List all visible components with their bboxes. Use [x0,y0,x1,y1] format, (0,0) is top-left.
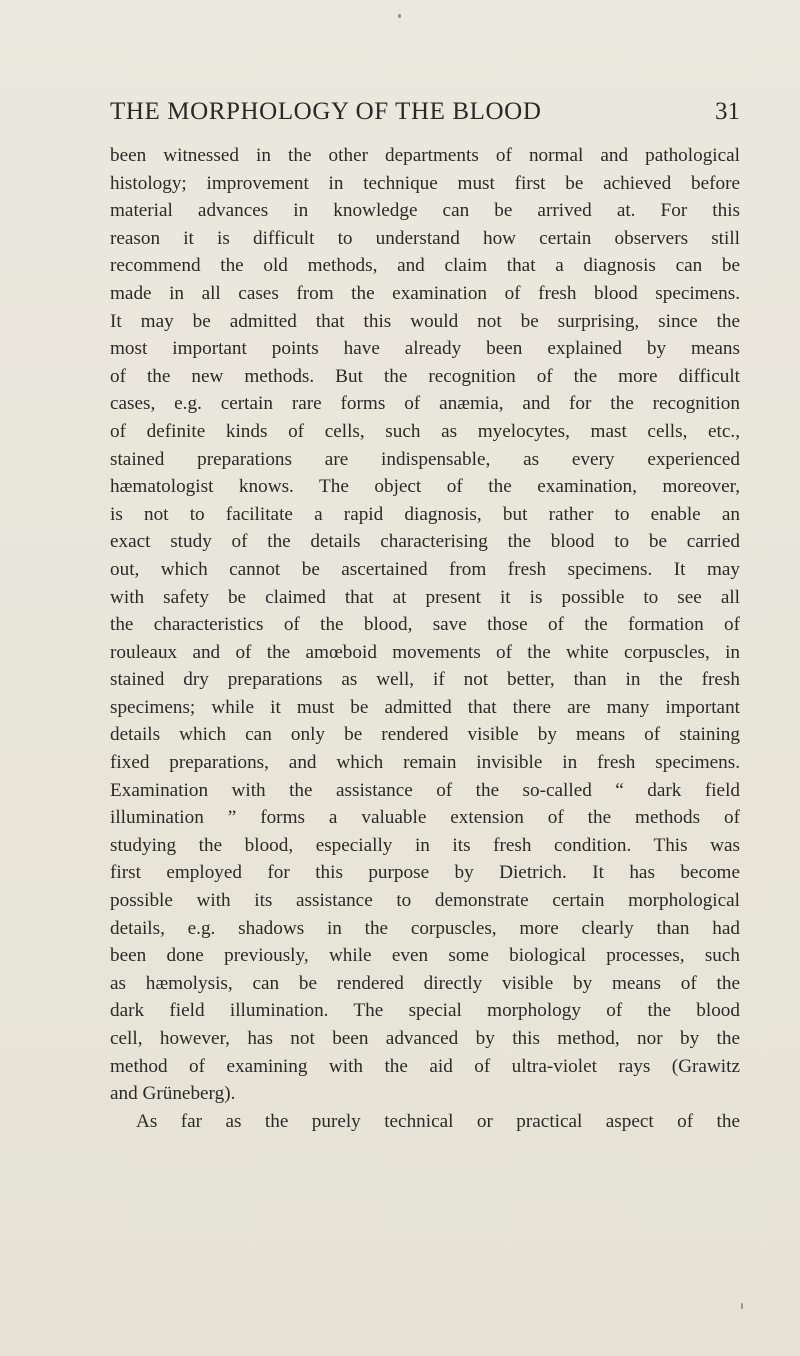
text-line: hæmatologist knows. The object of the examination, moreover, [110,476,740,498]
text-line: rouleaux and of the amœboid movements of the white corpuscles, in [110,641,740,663]
text-line: dark field illumination. The special morphology of the blood [110,1000,740,1022]
text-line: As far as the purely technical or practical aspect of the [136,1110,740,1132]
text-line: stained dry preparations as well, if not better, than in the fresh [110,669,740,691]
text-line: of definite kinds of cells, such as myelocytes, mast cells, etc., [110,420,740,442]
print-speck [398,14,401,18]
text-line: details which can only be rendered visible by means of staining [110,724,740,746]
text-line: recommend the old methods, and claim that a diagnosis can be [110,255,740,277]
text-line: histology; improvement in technique must first be achieved before [110,172,740,194]
text-line: fixed preparations, and which remain invisible in fresh specimens. [110,752,740,774]
text-line: and Grüneberg). [110,1083,236,1105]
text-line: first employed for this purpose by Dietrich. It has become [110,862,740,884]
print-speck [741,1303,743,1309]
text-line: reason it is difficult to understand how certain observers still [110,227,740,249]
text-line: made in all cases from the examination of fresh blood specimens. [110,282,740,304]
running-head: THE MORPHOLOGY OF THE BLOOD [110,98,542,125]
body-text [110,142,740,1135]
text-line: method of examining with the aid of ultra-violet rays (Grawitz [110,1055,740,1077]
text-line: cases, e.g. certain rare forms of anæmia, and for the recognition [110,393,740,415]
text-line: most important points have already been explained by means [110,338,740,360]
text-line: illumination ” forms a valuable extension of the methods of [110,807,740,829]
text-line: out, which cannot be ascertained from fresh specimens. It may [110,558,740,580]
text-line: details, e.g. shadows in the corpuscles, more clearly than had [110,917,740,939]
text-line: cell, however, has not been advanced by this method, nor by the [110,1028,740,1049]
text-line: possible with its assistance to demonstrate certain morphological [110,890,740,912]
text-line: been done previously, while even some biological processes, such [110,945,740,967]
text-line: of the new methods. But the recognition of the more difficult [110,365,740,387]
text-line: studying the blood, especially in its fresh condition. This was [110,834,740,856]
text-line: as hæmolysis, can be rendered directly visible by means of the [110,972,740,994]
page-header [110,98,740,134]
page-number: 31 [715,98,740,125]
text-line: stained preparations are indispensable, as every experienced [110,448,740,470]
text-line: Examination with the assistance of the so-called “ dark field [110,779,740,801]
text-line: is not to facilitate a rapid diagnosis, but rather to enable an [110,503,740,525]
text-line: been witnessed in the other departments of normal and pathological [110,145,740,166]
text-line: specimens; while it must be admitted that there are many important [110,696,740,718]
text-line: exact study of the details characterising the blood to be carried [110,531,740,553]
text-line: with safety be claimed that at present it is possible to see all [110,586,740,608]
text-line: the characteristics of the blood, save those of the formation of [110,614,740,636]
text-line: It may be admitted that this would not be surprising, since the [110,310,740,332]
text-line: material advances in knowledge can be arrived at. For this [110,200,740,222]
